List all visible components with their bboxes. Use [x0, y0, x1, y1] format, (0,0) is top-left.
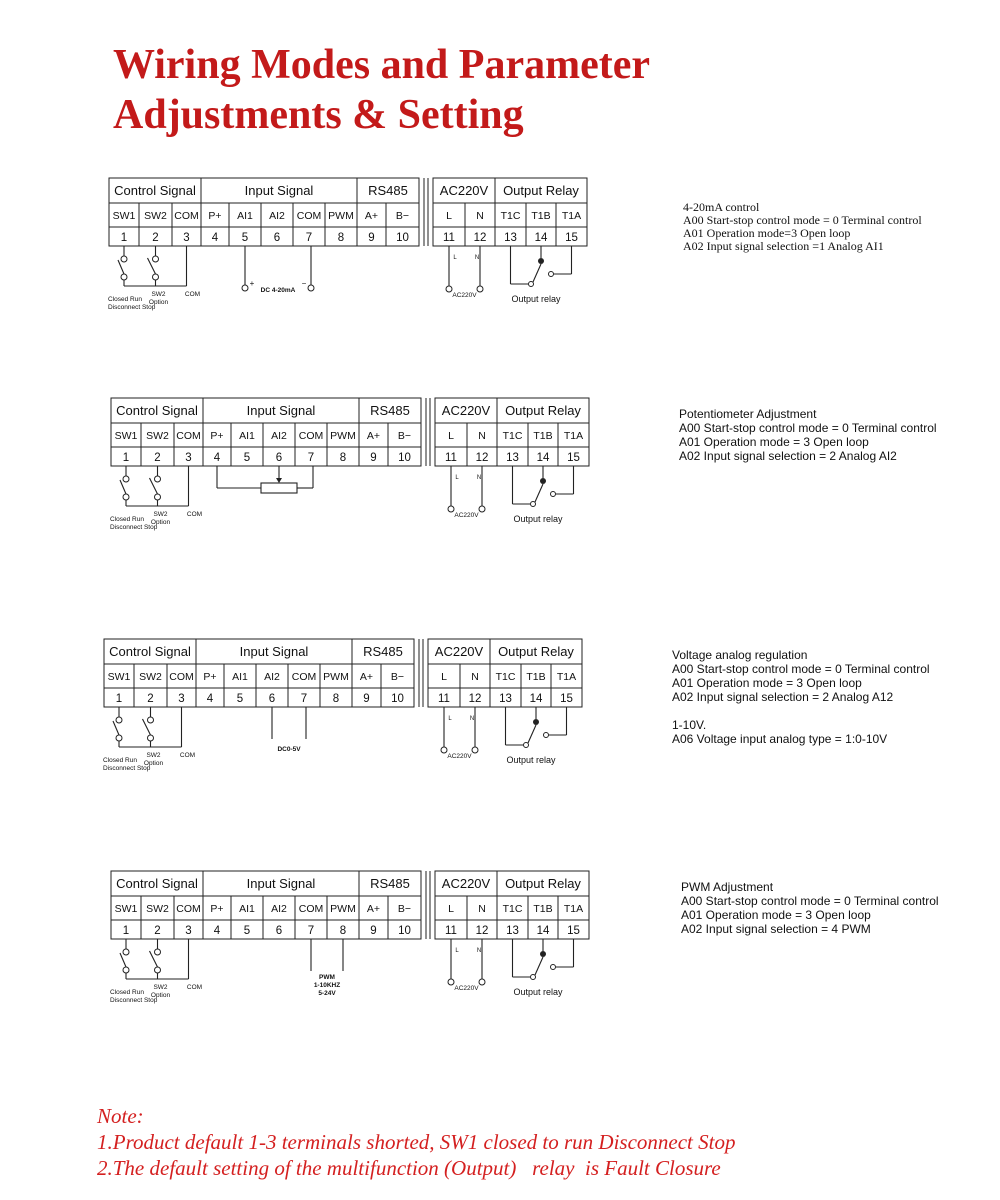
terminal-name: AI1 — [239, 430, 255, 442]
sw2-label: SW2 — [153, 984, 168, 991]
terminal-name: B− — [395, 210, 410, 222]
note-line-1: 1.Product default 1-3 terminals shorted, SW1 closed to run Disconnect Stop — [97, 1130, 736, 1154]
relay-blade — [528, 725, 536, 743]
com-label: COM — [186, 511, 203, 518]
input-signal-label: PWM — [319, 974, 335, 981]
option-label: Option — [150, 992, 171, 999]
terminal-number: 3 — [178, 693, 185, 705]
terminal-name: AI2 — [271, 903, 287, 915]
relay-contact — [544, 733, 549, 738]
supply-node — [448, 506, 454, 512]
terminal-number: 4 — [213, 452, 221, 464]
terminal-name: A+ — [366, 903, 381, 915]
terminal-number: 9 — [368, 232, 375, 244]
ac220v-label: AC220V — [447, 753, 472, 760]
terminal-name: PWM — [328, 210, 354, 222]
terminal-name: N — [478, 430, 486, 442]
output-relay-label: Output relay — [513, 987, 563, 997]
terminal-name: L — [448, 903, 454, 915]
description-line: Voltage analog regulation — [672, 648, 808, 662]
terminal-number: 10 — [398, 452, 411, 464]
terminal-name: COM — [169, 671, 194, 683]
supply-l-label: L — [448, 716, 452, 722]
relay-pivot — [540, 478, 546, 484]
supply-node — [479, 979, 485, 985]
terminal-number: 14 — [529, 693, 543, 705]
terminal-number: 12 — [473, 232, 487, 244]
wiring-diagram-pwm — [0, 863, 700, 1023]
terminal-number: 7 — [300, 693, 308, 705]
switch-contact — [155, 967, 161, 973]
terminal-number: 13 — [506, 452, 519, 464]
terminal-name: PWM — [330, 430, 356, 442]
terminal-number: 1 — [122, 925, 130, 937]
supply-node — [441, 747, 447, 753]
ac220v-label: AC220V — [454, 985, 479, 992]
note-heading: Note: — [97, 1104, 144, 1128]
sw2-label: SW2 — [146, 752, 161, 759]
terminal-name: T1A — [563, 903, 584, 915]
terminal-name: SW2 — [139, 671, 162, 683]
terminal-name: SW2 — [144, 210, 167, 222]
terminal-number: 9 — [370, 925, 377, 937]
mode-description-pwm — [681, 880, 939, 936]
wiring-diagram-4-20ma — [0, 170, 700, 320]
terminal-number: 12 — [475, 452, 489, 464]
group-header-label: Control Signal — [114, 183, 196, 198]
terminal-number: 2 — [154, 925, 161, 937]
relay-blade — [535, 484, 543, 502]
relay-contact — [531, 975, 536, 980]
terminal-name: B− — [397, 903, 412, 915]
page-title-line-1: Wiring Modes and Parameter — [113, 42, 650, 88]
terminal-name: T1B — [531, 210, 551, 222]
group-header-label: RS485 — [363, 644, 403, 659]
relay-contact — [549, 272, 554, 277]
supply-n-label: N — [476, 948, 482, 954]
relay-contact — [529, 282, 534, 287]
output-relay-label: Output relay — [506, 755, 556, 765]
group-header-label: RS485 — [368, 183, 408, 198]
description-line: A01 Operation mode=3 Open loop — [683, 226, 851, 240]
switch-contact — [123, 949, 129, 955]
terminal-number: 13 — [499, 693, 512, 705]
supply-l-label: L — [453, 255, 457, 261]
terminal-name: N — [471, 671, 479, 683]
page-title — [113, 40, 650, 140]
terminal-number: 15 — [567, 925, 580, 937]
group-header-label: AC220V — [441, 876, 491, 891]
relay-blade — [535, 957, 543, 975]
switch-contact — [116, 735, 122, 741]
terminal-name: SW2 — [146, 903, 169, 915]
terminal-name: SW1 — [107, 671, 131, 683]
group-header-label: RS485 — [370, 403, 410, 418]
supply-n-label: N — [469, 716, 475, 722]
supply-node — [472, 747, 478, 753]
group-header-label: Input Signal — [246, 876, 316, 891]
supply-n-label: N — [474, 255, 480, 261]
terminal-number: 11 — [445, 452, 457, 464]
terminal-name: N — [478, 903, 486, 915]
terminal-name: AI1 — [239, 903, 255, 915]
terminal-number: 14 — [536, 925, 550, 937]
terminal-number: 6 — [268, 693, 276, 705]
closed-run-label: Closed Run — [103, 757, 137, 764]
terminal-number: 15 — [560, 693, 573, 705]
description-line: A01 Operation mode = 3 Open loop — [679, 435, 869, 449]
closed-run-label: Closed Run — [108, 296, 142, 303]
supply-node — [448, 979, 454, 985]
terminal-name: AI2 — [264, 671, 280, 683]
page-title-line-2: Adjustments & Setting — [113, 92, 524, 138]
terminal-name: L — [441, 671, 447, 683]
terminal-number: 14 — [534, 232, 548, 244]
switch-contact — [121, 274, 127, 280]
terminal-name: COM — [174, 210, 199, 222]
com-label: COM — [184, 291, 201, 298]
terminal-number: 2 — [152, 232, 159, 244]
terminal-number: 7 — [305, 232, 313, 244]
terminal-number: 3 — [185, 925, 192, 937]
potentiometer — [261, 483, 297, 493]
supply-n-label: N — [476, 475, 482, 481]
output-relay-label: Output relay — [513, 514, 563, 524]
group-header-label: AC220V — [434, 644, 484, 659]
minus-sign: − — [301, 279, 307, 288]
terminal-name: SW1 — [114, 430, 138, 442]
group-header-label: Input Signal — [239, 644, 309, 659]
terminal-number: 6 — [275, 925, 283, 937]
terminal-name: B− — [390, 671, 405, 683]
description-line: A02 Input signal selection = 4 PWM — [681, 922, 871, 936]
group-header-label: Input Signal — [244, 183, 314, 198]
terminal-number: 1 — [120, 232, 128, 244]
wiring-diagram-potentiometer — [0, 390, 700, 540]
mode-description-voltage — [672, 648, 930, 746]
disconnect-stop-label: Disconnect Stop — [103, 765, 151, 772]
terminal-name: A+ — [366, 430, 381, 442]
group-header-label: Output Relay — [503, 183, 579, 198]
group-header-label: RS485 — [370, 876, 410, 891]
terminal-number: 2 — [147, 693, 154, 705]
terminal-name: PWM — [323, 671, 349, 683]
terminal-name: AI2 — [271, 430, 287, 442]
description-line: PWM Adjustment — [681, 880, 774, 894]
terminal-name: P+ — [210, 903, 224, 915]
terminal-name: COM — [296, 210, 322, 222]
group-header-label: Input Signal — [246, 403, 316, 418]
terminal-name: SW1 — [112, 210, 136, 222]
terminal-name: N — [476, 210, 484, 222]
terminal-number: 4 — [213, 925, 221, 937]
description-line: A00 Start-stop control mode = 0 Terminal control — [679, 421, 937, 435]
output-relay-label: Output relay — [511, 294, 561, 304]
terminal-number: 4 — [211, 232, 219, 244]
description-line: A00 Start-stop control mode = 0 Terminal control — [681, 894, 939, 908]
terminal-number: 8 — [339, 925, 347, 937]
terminal-name: A+ — [359, 671, 374, 683]
switch-contact — [123, 967, 129, 973]
sw2-label: SW2 — [151, 291, 166, 298]
relay-contact — [524, 743, 529, 748]
option-label: Option — [143, 760, 164, 767]
terminal-name: COM — [176, 903, 201, 915]
terminal-number: 15 — [567, 452, 580, 464]
ac220v-label: AC220V — [454, 512, 479, 519]
option-label: Option — [148, 299, 169, 306]
terminal-name: L — [446, 210, 452, 222]
terminal-number: 7 — [307, 452, 315, 464]
input-node — [242, 285, 248, 291]
group-header-label: Control Signal — [109, 644, 191, 659]
terminal-name: T1C — [500, 210, 521, 222]
terminal-name: P+ — [210, 430, 224, 442]
group-header-label: Output Relay — [498, 644, 574, 659]
terminal-name: COM — [176, 430, 201, 442]
terminal-name: AI1 — [232, 671, 248, 683]
terminal-number: 6 — [273, 232, 281, 244]
supply-node — [477, 286, 483, 292]
terminal-number: 1 — [115, 693, 123, 705]
terminal-number: 13 — [504, 232, 517, 244]
switch-contact — [153, 256, 159, 262]
terminal-number: 11 — [443, 232, 455, 244]
switch-contact — [153, 274, 159, 280]
input-signal-label: 1-10KHZ — [313, 982, 341, 989]
mode-description-4-20ma — [683, 201, 922, 253]
terminal-number: 8 — [339, 452, 347, 464]
group-header-label: Output Relay — [505, 403, 581, 418]
terminal-number: 1 — [122, 452, 130, 464]
terminal-name: T1C — [495, 671, 516, 683]
terminal-number: 11 — [438, 693, 450, 705]
terminal-name: PWM — [330, 903, 356, 915]
terminal-name: T1A — [556, 671, 577, 683]
description-line: A02 Input signal selection = 2 Analog A12 — [672, 690, 894, 704]
terminal-number: 12 — [475, 925, 489, 937]
terminal-name: SW1 — [114, 903, 138, 915]
supply-l-label: L — [455, 475, 459, 481]
terminal-number: 2 — [154, 452, 161, 464]
sw2-label: SW2 — [153, 511, 168, 518]
description-line: A00 Start-stop control mode = 0 Terminal control — [672, 662, 930, 676]
com-label: COM — [179, 752, 196, 759]
relay-contact — [551, 965, 556, 970]
supply-node — [479, 506, 485, 512]
terminal-name: COM — [298, 903, 324, 915]
terminal-number: 5 — [243, 925, 251, 937]
description-line: A02 Input signal selection = 2 Analog AI2 — [679, 449, 897, 463]
description-line: A01 Operation mode = 3 Open loop — [672, 676, 862, 690]
terminal-number: 6 — [275, 452, 283, 464]
disconnect-stop-label: Disconnect Stop — [110, 997, 158, 1004]
terminal-number: 14 — [536, 452, 550, 464]
closed-run-label: Closed Run — [110, 989, 144, 996]
description-line: Potentiometer Adjustment — [679, 407, 817, 421]
input-node — [308, 285, 314, 291]
terminal-number: 5 — [243, 452, 251, 464]
relay-blade — [533, 264, 541, 282]
description-line: A06 Voltage input analog type = 1:0-10V — [672, 732, 888, 746]
switch-contact — [121, 256, 127, 262]
terminal-name: T1C — [502, 430, 523, 442]
wiring-diagram-voltage — [0, 631, 700, 781]
group-header-label: Control Signal — [116, 876, 198, 891]
switch-contact — [123, 476, 129, 482]
switch-contact — [116, 717, 122, 723]
switch-contact — [148, 717, 154, 723]
closed-run-label: Closed Run — [110, 516, 144, 523]
terminal-name: T1A — [563, 430, 584, 442]
relay-pivot — [533, 719, 539, 725]
switch-contact — [155, 949, 161, 955]
input-signal-label: 5-24V — [318, 990, 336, 997]
terminal-number: 7 — [307, 925, 315, 937]
terminal-name: P+ — [203, 671, 217, 683]
input-signal-label: DC0-5V — [277, 746, 301, 753]
group-header-label: AC220V — [441, 403, 491, 418]
relay-pivot — [538, 258, 544, 264]
pot-wiper-arrow — [276, 478, 282, 483]
terminal-name: L — [448, 430, 454, 442]
terminal-number: 8 — [332, 693, 340, 705]
ac220v-label: AC220V — [452, 292, 477, 299]
terminal-name: T1A — [561, 210, 582, 222]
switch-contact — [155, 476, 161, 482]
terminal-number: 13 — [506, 925, 519, 937]
description-line: A00 Start-stop control mode = 0 Terminal control — [683, 213, 922, 227]
terminal-number: 8 — [337, 232, 345, 244]
terminal-name: AI1 — [237, 210, 253, 222]
switch-contact — [148, 735, 154, 741]
terminal-name: T1C — [502, 903, 523, 915]
terminal-number: 5 — [236, 693, 244, 705]
description-line — [672, 704, 930, 718]
terminal-number: 15 — [565, 232, 578, 244]
supply-node — [446, 286, 452, 292]
input-signal-label: DC 4-20mA — [260, 287, 296, 294]
terminal-number: 3 — [185, 452, 192, 464]
note-line-2: 2.The default setting of the multifunction (Output) relay is Fault Closure — [97, 1156, 721, 1180]
terminal-number: 11 — [445, 925, 457, 937]
terminal-name: SW2 — [146, 430, 169, 442]
disconnect-stop-label: Disconnect Stop — [110, 524, 158, 531]
description-line: A02 Input signal selection =1 Analog AI1 — [683, 239, 884, 253]
terminal-number: 10 — [396, 232, 409, 244]
relay-contact — [531, 502, 536, 507]
group-header-label: Control Signal — [116, 403, 198, 418]
switch-contact — [123, 494, 129, 500]
terminal-name: COM — [298, 430, 324, 442]
com-label: COM — [186, 984, 203, 991]
disconnect-stop-label: Disconnect Stop — [108, 304, 156, 311]
terminal-name: T1B — [533, 430, 553, 442]
terminal-number: 9 — [363, 693, 370, 705]
terminal-number: 10 — [398, 925, 411, 937]
terminal-number: 12 — [468, 693, 482, 705]
description-line: 1-10V. — [672, 718, 707, 732]
supply-l-label: L — [455, 948, 459, 954]
terminal-name: T1B — [526, 671, 546, 683]
terminal-number: 9 — [370, 452, 377, 464]
description-line: A01 Operation mode = 3 Open loop — [681, 908, 871, 922]
relay-contact — [551, 492, 556, 497]
terminal-name: COM — [291, 671, 317, 683]
plus-sign: + — [249, 279, 255, 288]
terminal-number: 5 — [241, 232, 249, 244]
group-header-label: Output Relay — [505, 876, 581, 891]
switch-contact — [155, 494, 161, 500]
terminal-number: 4 — [206, 693, 214, 705]
terminal-number: 10 — [391, 693, 404, 705]
terminal-name: T1B — [533, 903, 553, 915]
terminal-number: 3 — [183, 232, 190, 244]
terminal-name: B− — [397, 430, 412, 442]
terminal-name: P+ — [208, 210, 222, 222]
terminal-name: AI2 — [269, 210, 285, 222]
option-label: Option — [150, 519, 171, 526]
relay-pivot — [540, 951, 546, 957]
terminal-name: A+ — [364, 210, 379, 222]
group-header-label: AC220V — [439, 183, 489, 198]
note — [97, 1103, 735, 1181]
mode-description-potentiometer — [679, 407, 937, 463]
description-line: 4-20mA control — [683, 200, 760, 214]
